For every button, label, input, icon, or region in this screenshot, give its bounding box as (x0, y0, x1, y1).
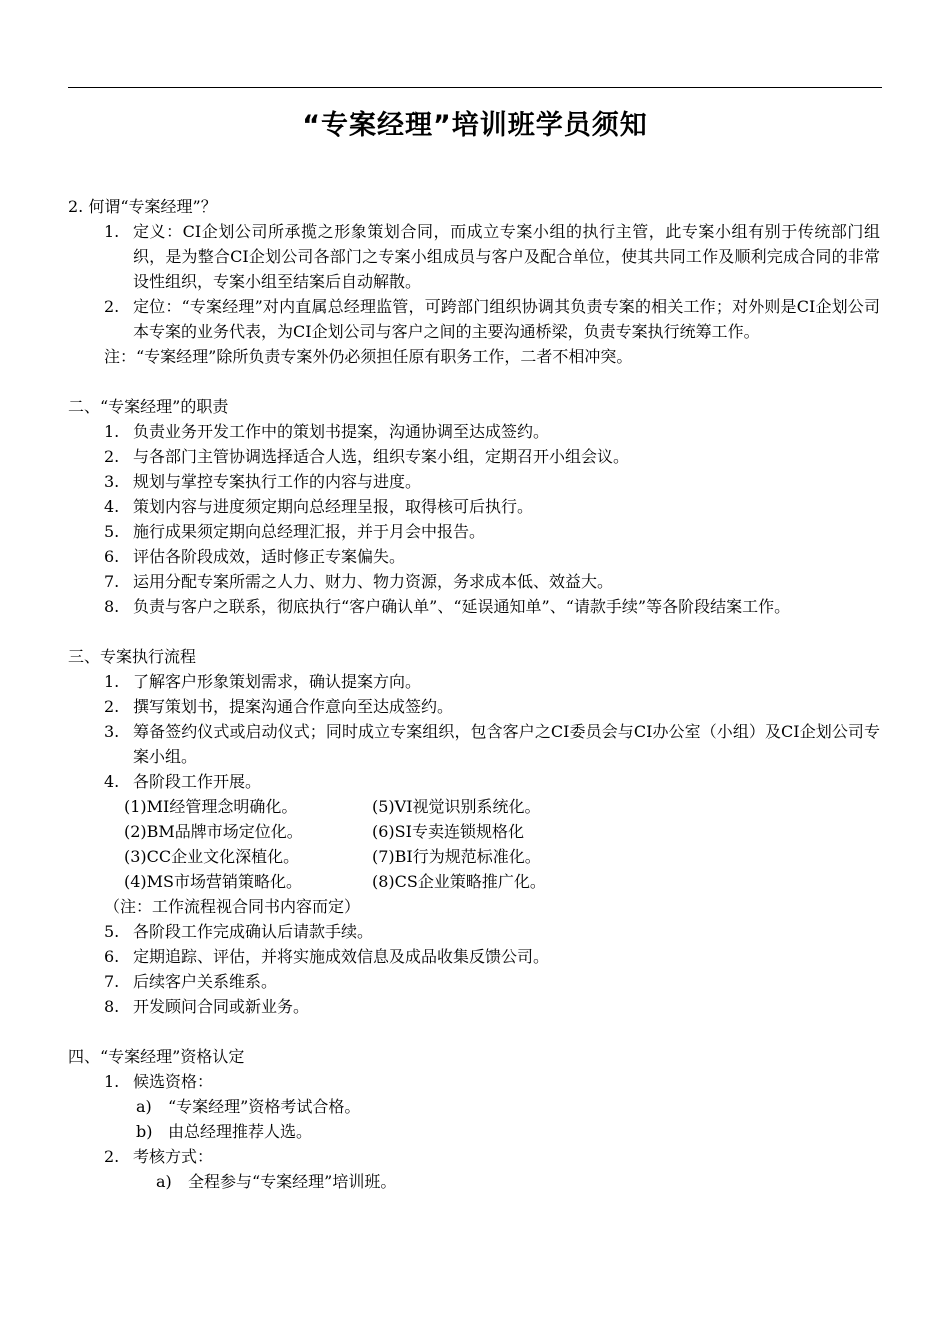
item-text: 了解客户形象策划需求，确认提案方向。 (133, 672, 422, 691)
item-text: 负责业务开发工作中的策划书提案，沟通协调至达成签约。 (133, 422, 550, 441)
section-3-item (0, 694, 950, 719)
item-number: 3. (104, 472, 120, 491)
section-2-item (0, 594, 950, 619)
item-text: 后续客户关系维系。 (133, 972, 278, 991)
section-4-item (0, 1144, 950, 1169)
section-3-item (0, 919, 950, 944)
item-text: 评估各阶段成效，适时修正专案偏失。 (133, 547, 406, 566)
sub-item-letter: a) (136, 1097, 152, 1116)
item-number: 7. (104, 972, 120, 991)
item-text: 筹备签约仪式或启动仪式；同时成立专案组织，包含客户之CI委员会与CI办公室（小组）及CI企划公司专案小组。 (133, 722, 880, 766)
document-title: “专案经理”培训班学员须知 (302, 110, 648, 141)
section-3-item (0, 719, 950, 769)
section-2-heading: 二、“专案经理”的职责 (68, 397, 229, 416)
section-2-item (0, 569, 950, 594)
item-text: 各阶段工作开展。 (133, 772, 262, 791)
item-number: 2. (104, 1147, 120, 1166)
phase-item: (1)MI经管理念明确化。 (124, 797, 298, 816)
item-number: 4. (104, 497, 120, 516)
sub-item (0, 1169, 950, 1194)
section-2-item (0, 469, 950, 494)
item-text: 与各部门主管协调选择适合人选，组织专案小组，定期召开小组会议。 (133, 447, 630, 466)
sub-item (0, 1119, 950, 1144)
section-1-heading: 2. 何谓“专案经理”？ (68, 197, 217, 216)
section-1-item (0, 294, 950, 344)
item-text: 考核方式： (133, 1147, 214, 1166)
section-2-item (0, 494, 950, 519)
item-text: 候选资格： (133, 1072, 214, 1091)
item-text: 施行成果须定期向总经理汇报，并于月会中报告。 (133, 522, 486, 541)
item-number: 2. (104, 297, 120, 316)
section-2-item (0, 419, 950, 444)
section-3-item (0, 669, 950, 694)
phase-item: (2)BM品牌市场定位化。 (124, 822, 303, 841)
item-text: 定位：“专案经理”对内直属总经理监管，可跨部门组织协调其负责专案的相关工作；对外则是CI企划公司本专案的业务代表，为CI企划公司与客户之间的主要沟通桥梁，负责专案执行统筹工作。 (133, 297, 880, 341)
item-text: 运用分配专案所需之人力、财力、物力资源，务求成本低、效益大。 (133, 572, 614, 591)
phase-item: (7)BI行为规范标准化。 (372, 847, 541, 866)
section-1-item (0, 219, 950, 294)
item-number: 3. (104, 722, 120, 741)
header-rule (68, 87, 882, 88)
item-number: 1. (104, 672, 120, 691)
sub-item (0, 1094, 950, 1119)
item-number: 4. (104, 772, 120, 791)
section-2-item (0, 519, 950, 544)
sub-item-letter: a) (156, 1172, 172, 1191)
item-number: 1. (104, 422, 120, 441)
sub-item-text: 由总经理推荐人选。 (168, 1122, 313, 1141)
section-3-item (0, 994, 950, 1019)
sub-item-letter: b) (136, 1122, 153, 1141)
item-text: 负责与客户之联系，彻底执行“客户确认单”、“延误通知单”、“请款手续”等各阶段结案工作。 (133, 597, 791, 616)
section-1-note: 注：“专案经理”除所负责专案外仍必须担任原有职务工作，二者不相冲突。 (104, 347, 633, 366)
phase-list (0, 794, 950, 894)
item-number: 1. (104, 1072, 120, 1091)
item-text: 各阶段工作完成确认后请款手续。 (133, 922, 374, 941)
phase-note: （注：工作流程视合同书内容而定） (104, 897, 361, 916)
section-3-heading: 三、专案执行流程 (68, 647, 197, 666)
item-number: 7. (104, 572, 120, 591)
phase-item: (5)VI视觉识别系统化。 (372, 797, 541, 816)
item-number: 8. (104, 997, 120, 1016)
item-text: 开发顾问合同或新业务。 (133, 997, 310, 1016)
section-4-item (0, 1069, 950, 1094)
item-number: 2. (104, 697, 120, 716)
phase-item: (8)CS企业策略推广化。 (372, 872, 546, 891)
document-body (0, 194, 950, 1194)
item-number: 5. (104, 522, 120, 541)
item-number: 2. (104, 447, 120, 466)
phase-item: (6)SI专卖连锁规格化 (372, 822, 524, 841)
section-2-item (0, 444, 950, 469)
item-text: 撰写策划书，提案沟通合作意向至达成签约。 (133, 697, 454, 716)
sub-item-text: “专案经理”资格考试合格。 (168, 1097, 361, 1116)
item-text: 定义：CI企划公司所承揽之形象策划合同，而成立专案小组的执行主管，此专案小组有别于传统部门组织，是为整合CI企划公司各部门之专案小组成员与客户及配合单位，使其共同工作及顺利完成合同的非常设性组织，专案小组至结案后自动解散。 (133, 222, 880, 291)
item-text: 规划与掌控专案执行工作的内容与进度。 (133, 472, 422, 491)
phase-item: (4)MS市场营销策略化。 (124, 872, 303, 891)
item-number: 5. (104, 922, 120, 941)
item-number: 6. (104, 947, 120, 966)
section-2-item (0, 544, 950, 569)
item-number: 6. (104, 547, 120, 566)
sub-item-text: 全程参与“专案经理”培训班。 (188, 1172, 397, 1191)
phase-item: (3)CC企业文化深植化。 (124, 847, 300, 866)
item-text: 策划内容与进度须定期向总经理呈报，取得核可后执行。 (133, 497, 534, 516)
section-3-item (0, 769, 950, 794)
item-text: 定期追踪、评估，并将实施成效信息及成品收集反馈公司。 (133, 947, 550, 966)
section-3-item (0, 969, 950, 994)
item-number: 1. (104, 222, 120, 241)
section-4-heading: 四、“专案经理”资格认定 (68, 1047, 245, 1066)
section-3-item (0, 944, 950, 969)
item-number: 8. (104, 597, 120, 616)
